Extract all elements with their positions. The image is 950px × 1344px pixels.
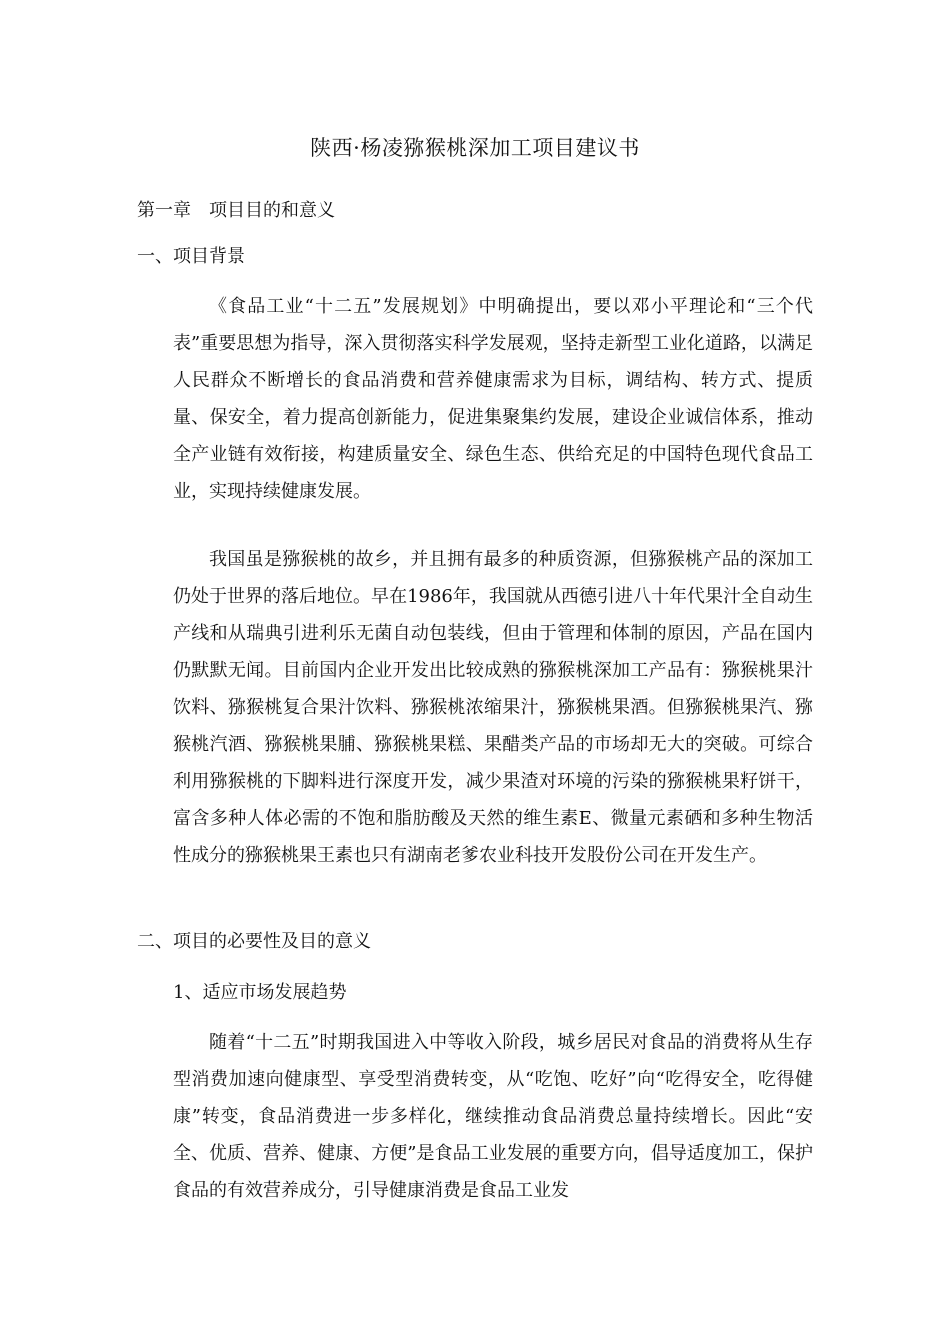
document-title: 陕西·杨凌猕猴桃深加工项目建议书 bbox=[310, 136, 640, 160]
subsection-heading-market: 1、适应市场发展趋势 bbox=[173, 982, 347, 1003]
chapter-heading: 第一章 项目目的和意义 bbox=[137, 200, 335, 221]
paragraph-market-trend: 随着“十二五”时期我国进入中等收入阶段，城乡居民对食品的消费将从生存型消费加速向健康型、享受型消费转变，从“吃饱、吃好”向“吃得安全，吃得健康”转变，食品消费进一步多样化，继续推动食品消费总量持续增长。因此“安全、优质、营养、健康、方便”是食品工业发展的重要方向，倡导适度加工，保护食品的有效营养成分，引导健康消费是食品工业发 bbox=[173, 1032, 813, 1201]
paragraph-kiwifruit-industry: 我国虽是猕猴桃的故乡，并且拥有最多的种质资源，但猕猴桃产品的深加工仍处于世界的落后地位。早在1986年，我国就从西德引进八十年代果汁全自动生产线和从瑞典引进利乐无菌自动包装线，但由于管理和体制的原因，产品在国内仍默默无闻。目前国内企业开发出比较成熟的猕猴桃深加工产品有：猕猴桃果汁饮料、猕猴桃复合果汁饮料、猕猴桃浓缩果汁，猕猴桃果酒。但猕猴桃果汽、猕猴桃汽酒、猕猴桃果脯、猕猴桃果糕、果醋类产品的市场却无大的突破。可综合利用猕猴桃的下脚料进行深度开发，减少果渣对环境的污染的猕猴桃果籽饼干，富含多种人体必需的不饱和脂肪酸及天然的维生素E、微量元素硒和多种生物活性成分的猕猴桃果王素也只有湖南老爹农业科技开发股份公司在开发生产。 bbox=[173, 549, 813, 866]
paragraph-policy-background: 《食品工业“十二五”发展规划》中明确提出，要以邓小平理论和“三个代表”重要思想为指导，深入贯彻落实科学发展观，坚持走新型工业化道路，以满足人民群众不断增长的食品消费和营养健康需求为目标，调结构、转方式、提质量、保安全，着力提高创新能力，促进集聚集约发展，建设企业诚信体系，推动全产业链有效衔接，构建质量安全、绿色生态、供给充足的中国特色现代食品工业，实现持续健康发展。 bbox=[173, 296, 813, 502]
section-heading-background: 一、项目背景 bbox=[137, 246, 245, 267]
section-heading-necessity: 二、项目的必要性及目的意义 bbox=[137, 931, 371, 952]
